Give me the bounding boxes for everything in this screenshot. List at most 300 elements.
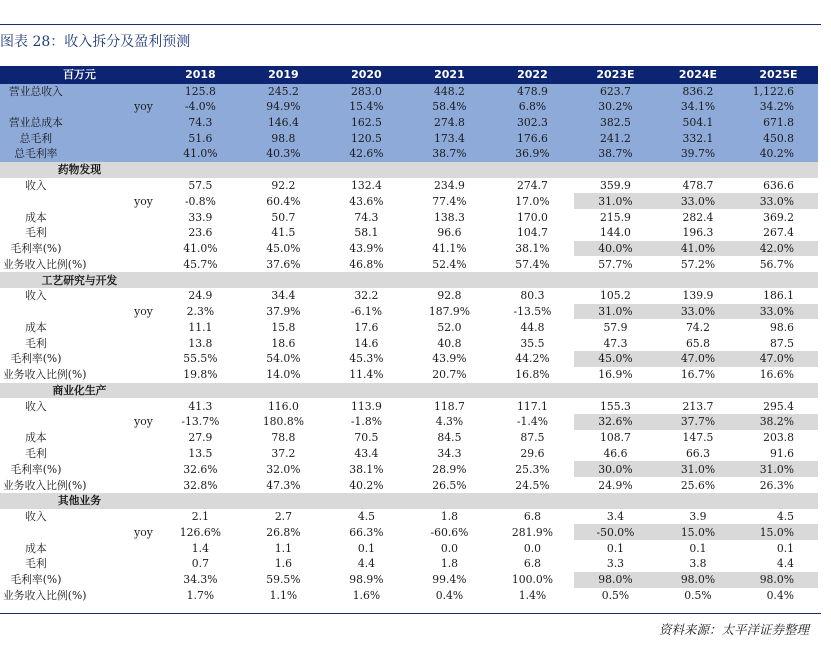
table-row	[0, 209, 818, 225]
value-cell: 66.3	[685, 446, 710, 460]
value-cell: 44.2%	[515, 352, 550, 366]
value-cell: 41.1%	[432, 242, 467, 256]
value-cell: 38.1%	[515, 242, 550, 256]
section-spacer	[574, 493, 657, 509]
value-cell: 17.6	[354, 320, 379, 334]
yoy-label	[72, 209, 159, 225]
value-cell: 26.3%	[759, 478, 794, 492]
row-label: 业务收入比例(%)	[3, 588, 87, 602]
row-label: 业务收入比例(%)	[3, 257, 87, 271]
value-cell: 267.4	[763, 226, 794, 240]
value-cell: 41.0%	[183, 242, 218, 256]
section-spacer	[159, 272, 242, 288]
row-label: 成本	[25, 210, 47, 224]
value-cell: 32.8%	[183, 478, 218, 492]
value-cell: 118.7	[433, 399, 465, 413]
value-cell: 104.7	[516, 226, 548, 240]
value-cell: 43.9%	[349, 242, 384, 256]
row-label: 成本	[25, 541, 47, 555]
value-cell: 0.1	[689, 541, 707, 555]
value-cell: 147.5	[682, 431, 714, 445]
value-cell: 11.4%	[349, 368, 384, 382]
row-label: 毛利率(%)	[10, 352, 62, 366]
value-cell: 448.2	[408, 83, 491, 99]
value-cell: 0.1	[776, 541, 794, 555]
value-cell: 58.1	[354, 226, 379, 240]
value-cell: 91.6	[769, 446, 794, 460]
value-cell: 126.6%	[179, 525, 221, 539]
value-cell: 92.8	[437, 289, 462, 303]
yoy-label	[72, 461, 159, 477]
value-cell: 23.6	[188, 226, 213, 240]
year-header: 2025E	[739, 66, 818, 83]
value-cell: 0.5%	[601, 588, 630, 602]
row-label: 营业总成本	[0, 115, 72, 131]
source-note: 资料来源：太平洋证券整理	[658, 622, 809, 637]
value-cell: 25.6%	[680, 478, 716, 492]
section-header-row	[0, 383, 818, 399]
section-spacer	[159, 493, 242, 509]
table-row	[0, 556, 818, 572]
year-header: 2019	[242, 66, 325, 83]
value-cell: 98.0%	[739, 572, 818, 588]
section-spacer	[325, 272, 408, 288]
table-row	[0, 398, 818, 414]
section-spacer	[242, 272, 325, 288]
value-cell: 155.3	[600, 399, 631, 413]
value-cell: 52.4%	[432, 257, 467, 271]
table-row	[0, 540, 818, 556]
row-label: 毛利	[25, 336, 47, 350]
value-cell: 359.9	[600, 178, 631, 192]
yoy-label	[72, 83, 159, 99]
figure-title: 图表 28：收入拆分及盈利预测	[0, 34, 191, 50]
value-cell: 94.9%	[242, 99, 325, 115]
value-cell: 1.8	[440, 510, 459, 524]
section-header-row	[0, 493, 818, 509]
row-label: 营业总收入	[0, 83, 72, 99]
value-cell: 113.9	[350, 399, 382, 413]
value-cell: 87.5	[769, 336, 794, 350]
value-cell: -1.4%	[516, 415, 548, 429]
value-cell: 45.7%	[183, 257, 218, 271]
section-title: 工艺研究与开发	[0, 272, 159, 288]
value-cell: 4.4	[776, 557, 794, 571]
value-cell: 55.5%	[183, 352, 218, 366]
value-cell: -4.0%	[159, 99, 242, 115]
value-cell: 139.9	[682, 289, 714, 303]
value-cell: -60.6%	[430, 525, 469, 539]
table-row	[0, 509, 818, 525]
value-cell: 74.3	[159, 115, 242, 131]
value-cell: 20.7%	[432, 368, 467, 382]
table-row	[0, 225, 818, 241]
value-cell: 636.6	[763, 178, 794, 192]
value-cell: 138.3	[433, 210, 465, 224]
year-header: 2022	[491, 66, 574, 83]
value-cell: 99.4%	[432, 573, 467, 587]
value-cell: 28.9%	[432, 462, 467, 476]
row-label: 总毛利	[0, 130, 72, 146]
table-row	[0, 130, 818, 146]
yoy-label	[72, 540, 159, 556]
value-cell: 34.3	[437, 446, 462, 460]
value-cell: 57.5	[188, 178, 213, 192]
bottom-divider	[0, 613, 821, 614]
value-cell: 98.0%	[574, 572, 657, 588]
value-cell: 37.2	[271, 446, 296, 460]
row-label: 成本	[25, 320, 47, 334]
value-cell: 40.0%	[574, 241, 657, 257]
value-cell: 54.0%	[266, 352, 301, 366]
section-spacer	[574, 272, 657, 288]
row-label: 成本	[25, 431, 47, 445]
top-divider	[0, 24, 821, 25]
value-cell: 17.0%	[515, 194, 550, 208]
table-row	[0, 288, 818, 304]
section-spacer	[657, 162, 739, 178]
row-label: 收入	[25, 289, 47, 303]
yoy-label	[72, 572, 159, 588]
value-cell: 14.0%	[266, 368, 301, 382]
value-cell: 283.0	[325, 83, 408, 99]
value-cell: 37.7%	[657, 414, 739, 430]
value-cell: 125.8	[159, 83, 242, 99]
value-cell: 38.7%	[574, 146, 657, 162]
value-cell: 1.4%	[518, 588, 547, 602]
value-cell: 14.6	[354, 336, 379, 350]
value-cell: 180.8%	[262, 415, 304, 429]
value-cell: 3.8	[689, 557, 707, 571]
value-cell: 0.0	[523, 541, 542, 555]
value-cell: 40.8	[437, 336, 462, 350]
row-label: 总毛利率	[0, 146, 72, 162]
value-cell: 116.0	[267, 399, 299, 413]
value-cell: 27.9	[188, 431, 213, 445]
value-cell: 1.1	[274, 541, 292, 555]
section-header-row	[0, 162, 818, 178]
value-cell: 41.5	[271, 226, 296, 240]
value-cell: 56.7%	[759, 257, 794, 271]
table-row	[0, 351, 818, 367]
section-spacer	[242, 162, 325, 178]
value-cell: 274.8	[408, 115, 491, 131]
table-row	[0, 446, 818, 462]
value-cell: 57.4%	[515, 257, 550, 271]
row-label: 毛利率(%)	[10, 462, 62, 476]
row-label: 收入	[25, 178, 47, 192]
value-cell: 369.2	[763, 210, 794, 224]
table-row	[0, 99, 818, 115]
value-cell: 50.7	[271, 210, 296, 224]
value-cell: 146.4	[242, 115, 325, 131]
value-cell: 30.0%	[574, 461, 657, 477]
value-cell: 43.9%	[432, 352, 467, 366]
row-label: 业务收入比例(%)	[3, 478, 87, 492]
value-cell: -0.8%	[184, 194, 216, 208]
value-cell: 0.7	[191, 557, 209, 571]
section-spacer	[657, 493, 739, 509]
value-cell: 281.9%	[511, 525, 554, 539]
table-row	[0, 193, 818, 209]
row-label: 收入	[25, 510, 47, 524]
value-cell: 65.8	[685, 336, 710, 350]
section-header-row	[0, 272, 818, 288]
value-cell: 58.4%	[408, 99, 491, 115]
value-cell: 3.4	[606, 510, 625, 524]
value-cell: -13.7%	[181, 415, 220, 429]
value-cell: 45.0%	[266, 242, 301, 256]
value-cell: 241.2	[574, 130, 657, 146]
value-cell: 176.6	[491, 130, 574, 146]
value-cell: 74.3	[354, 210, 379, 224]
table-row	[0, 146, 818, 162]
value-cell: 245.2	[242, 83, 325, 99]
yoy-label: yoy	[72, 99, 159, 115]
value-cell: 41.0%	[159, 146, 242, 162]
value-cell: 1.1%	[269, 588, 298, 602]
value-cell: 33.0%	[657, 304, 739, 320]
value-cell: 671.8	[739, 115, 818, 131]
value-cell: 45.3%	[349, 352, 384, 366]
row-label: 毛利	[25, 557, 47, 571]
table-row	[0, 414, 818, 430]
value-cell: 15.0%	[657, 524, 739, 540]
value-cell: 3.3	[606, 557, 625, 571]
value-cell: 98.9%	[349, 573, 384, 587]
section-spacer	[739, 272, 818, 288]
yoy-label	[72, 241, 159, 257]
row-label	[0, 524, 72, 540]
row-label	[0, 304, 72, 320]
section-title: 商业化生产	[0, 383, 159, 399]
value-cell: 34.2%	[739, 99, 818, 115]
value-cell: 332.1	[657, 130, 739, 146]
value-cell: 32.6%	[183, 462, 218, 476]
table-row	[0, 304, 818, 320]
value-cell: 34.1%	[657, 99, 739, 115]
section-spacer	[739, 493, 818, 509]
value-cell: 13.5	[188, 446, 213, 460]
value-cell: 1.4	[191, 541, 209, 555]
row-label: 收入	[25, 399, 47, 413]
value-cell: 6.8%	[491, 99, 574, 115]
value-cell: 44.8	[520, 320, 545, 334]
value-cell: 16.8%	[515, 368, 550, 382]
value-cell: 46.8%	[349, 257, 384, 271]
value-cell: -50.0%	[574, 524, 657, 540]
value-cell: 92.2	[271, 178, 296, 192]
section-spacer	[408, 383, 491, 399]
value-cell: 0.1	[606, 541, 625, 555]
value-cell: 302.3	[491, 115, 574, 131]
value-cell: 57.9	[603, 320, 628, 334]
table-row	[0, 477, 818, 493]
section-spacer	[739, 162, 818, 178]
value-cell: 162.5	[325, 115, 408, 131]
value-cell: 37.9%	[266, 305, 301, 319]
value-cell: 24.5%	[515, 478, 550, 492]
value-cell: 98.6	[769, 320, 794, 334]
value-cell: 80.3	[520, 289, 545, 303]
table-row	[0, 524, 818, 540]
value-cell: 4.5	[357, 510, 375, 524]
value-cell: 1.7%	[186, 588, 215, 602]
value-cell: 26.5%	[432, 478, 467, 492]
table-row	[0, 588, 818, 604]
value-cell: 1.8	[440, 557, 459, 571]
table-row	[0, 319, 818, 335]
value-cell: 382.5	[574, 115, 657, 131]
value-cell: 15.8	[271, 320, 296, 334]
value-cell: 0.5%	[684, 588, 712, 602]
value-cell: 96.6	[437, 226, 462, 240]
yoy-label	[72, 178, 159, 194]
value-cell: 15.4%	[325, 99, 408, 115]
value-cell: 26.8%	[266, 525, 301, 539]
value-cell: 19.8%	[183, 368, 218, 382]
yoy-label	[72, 319, 159, 335]
unit-label: 百万元	[0, 66, 159, 83]
row-label	[0, 99, 72, 115]
value-cell: 34.3%	[183, 573, 218, 587]
value-cell: 31.0%	[574, 304, 657, 320]
value-cell: 32.6%	[574, 414, 657, 430]
section-spacer	[574, 162, 657, 178]
value-cell: 6.8	[523, 557, 542, 571]
section-spacer	[491, 162, 574, 178]
year-header: 2021	[408, 66, 491, 83]
value-cell: 30.2%	[574, 99, 657, 115]
value-cell: 274.7	[516, 178, 548, 192]
value-cell: 4.5	[776, 510, 794, 524]
value-cell: 29.6	[520, 446, 545, 460]
yoy-label	[72, 398, 159, 414]
value-cell: 16.7%	[680, 368, 716, 382]
table-row	[0, 461, 818, 477]
value-cell: 78.8	[271, 431, 296, 445]
section-title: 药物发现	[0, 162, 159, 178]
section-spacer	[408, 493, 491, 509]
value-cell: 74.2	[685, 320, 710, 334]
value-cell: 31.0%	[657, 461, 739, 477]
value-cell: 120.5	[325, 130, 408, 146]
value-cell: 478.7	[682, 178, 714, 192]
table-row	[0, 572, 818, 588]
yoy-label	[72, 446, 159, 462]
yoy-label: yoy	[134, 194, 153, 208]
value-cell: 32.0%	[266, 462, 301, 476]
header-row	[0, 66, 818, 83]
value-cell: 1.6	[274, 557, 292, 571]
value-cell: 24.9	[188, 289, 213, 303]
value-cell: 47.0%	[657, 351, 739, 367]
value-cell: 234.9	[433, 178, 465, 192]
value-cell: 24.9%	[598, 478, 633, 492]
year-header: 2018	[159, 66, 242, 83]
section-spacer	[491, 383, 574, 399]
row-label	[0, 193, 72, 209]
value-cell: 51.6	[159, 130, 242, 146]
value-cell: 37.6%	[266, 257, 301, 271]
value-cell: 1,122.6	[739, 83, 818, 99]
yoy-label	[72, 225, 159, 241]
value-cell: 47.3%	[266, 478, 301, 492]
yoy-label	[72, 556, 159, 572]
value-cell: 6.8	[523, 510, 542, 524]
table-row	[0, 83, 818, 99]
yoy-label	[72, 509, 159, 525]
value-cell: 41.0%	[657, 241, 739, 257]
value-cell: 59.5%	[266, 573, 301, 587]
table-row	[0, 256, 818, 272]
value-cell: 39.7%	[657, 146, 739, 162]
year-header: 2020	[325, 66, 408, 83]
value-cell: 25.3%	[515, 462, 550, 476]
value-cell: 45.0%	[574, 351, 657, 367]
value-cell: 11.1	[188, 320, 213, 334]
value-cell: 33.0%	[739, 304, 818, 320]
value-cell: 41.3	[188, 399, 213, 413]
value-cell: 117.1	[516, 399, 548, 413]
value-cell: 42.0%	[739, 241, 818, 257]
yoy-label	[72, 115, 159, 131]
table-row	[0, 178, 818, 194]
value-cell: 173.4	[408, 130, 491, 146]
value-cell: 38.2%	[739, 414, 818, 430]
value-cell: 31.0%	[574, 193, 657, 209]
value-cell: 77.4%	[432, 194, 467, 208]
value-cell: -13.5%	[513, 305, 552, 319]
row-label: 毛利	[25, 226, 47, 240]
value-cell: 105.2	[600, 289, 631, 303]
value-cell: 215.9	[600, 210, 631, 224]
table-row	[0, 367, 818, 383]
section-spacer	[408, 162, 491, 178]
value-cell: 100.0%	[511, 573, 554, 587]
value-cell: 3.9	[689, 510, 707, 524]
value-cell: 18.6	[271, 336, 296, 350]
value-cell: 46.6	[603, 446, 628, 460]
value-cell: 40.3%	[242, 146, 325, 162]
year-header: 2023E	[574, 66, 657, 83]
value-cell: 295.4	[763, 399, 794, 413]
value-cell: 38.7%	[408, 146, 491, 162]
value-cell: 213.7	[682, 399, 714, 413]
value-cell: 203.8	[763, 431, 794, 445]
value-cell: 33.9	[188, 210, 213, 224]
section-spacer	[491, 272, 574, 288]
value-cell: 16.9%	[598, 368, 633, 382]
value-cell: 15.0%	[739, 524, 818, 540]
value-cell: 43.4	[354, 446, 379, 460]
section-spacer	[657, 272, 739, 288]
section-spacer	[242, 493, 325, 509]
value-cell: 187.9%	[428, 305, 471, 319]
value-cell: 2.1	[191, 510, 209, 524]
value-cell: 2.7	[274, 510, 292, 524]
value-cell: 57.2%	[680, 257, 716, 271]
value-cell: 186.1	[763, 289, 794, 303]
yoy-label	[72, 130, 159, 146]
value-cell: -1.8%	[350, 415, 382, 429]
value-cell: 40.2%	[349, 478, 384, 492]
value-cell: 36.9%	[491, 146, 574, 162]
value-cell: 66.3%	[349, 525, 384, 539]
yoy-label: yoy	[134, 525, 153, 539]
value-cell: 32.2	[354, 289, 379, 303]
value-cell: 0.4%	[435, 588, 464, 602]
